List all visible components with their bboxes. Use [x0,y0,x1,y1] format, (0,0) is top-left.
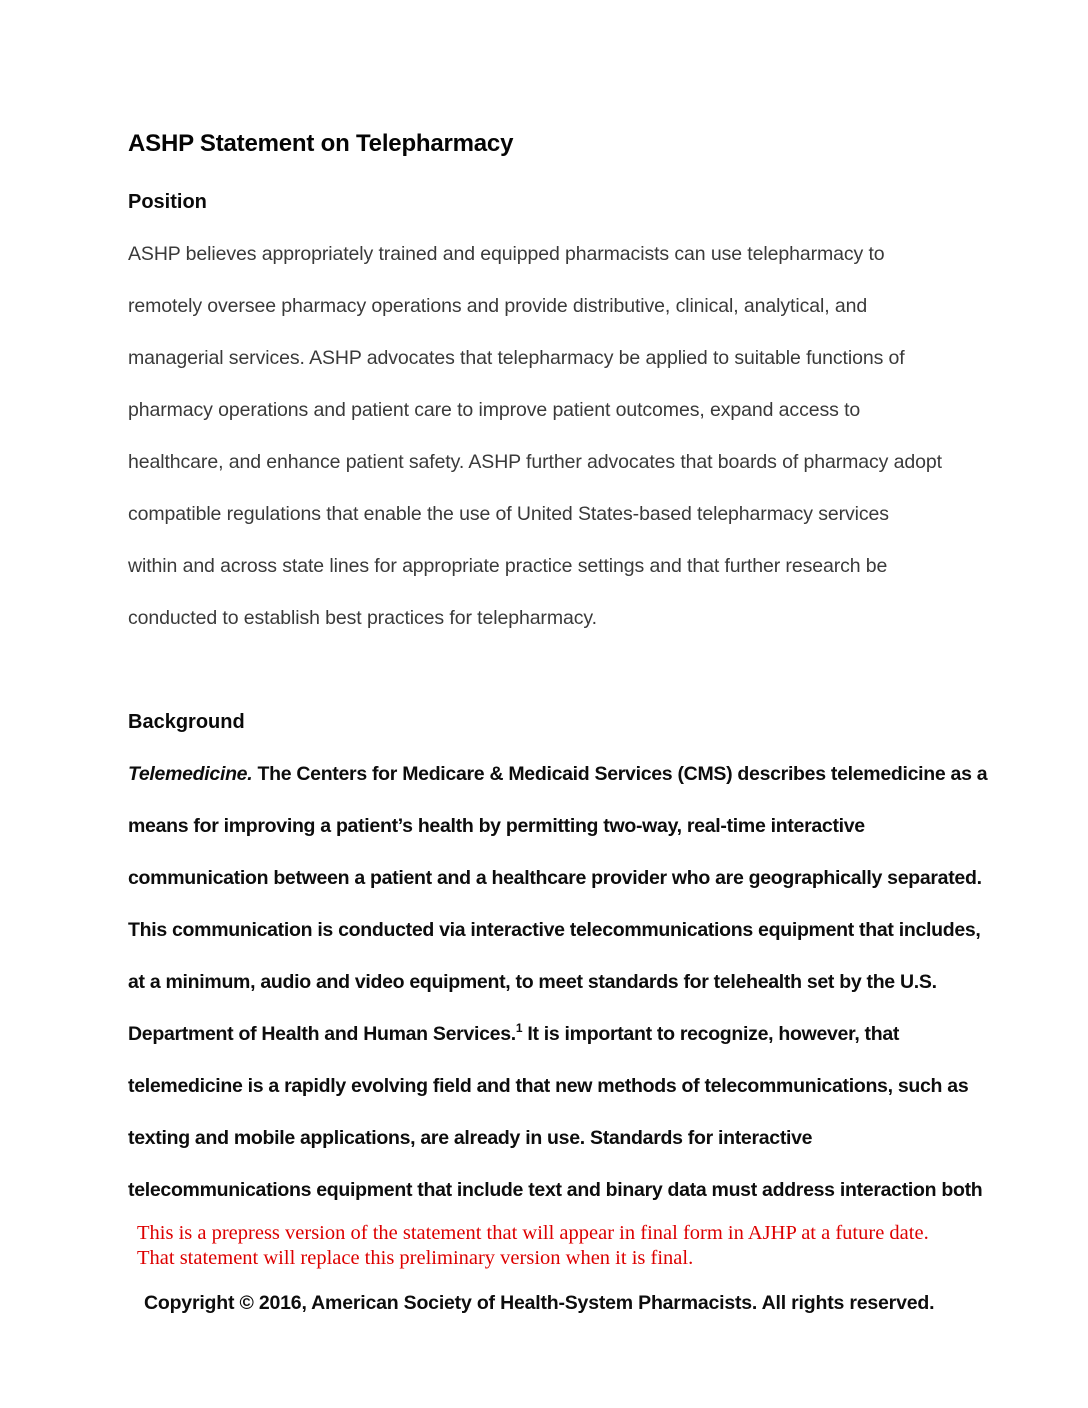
section-heading-background: Background [128,711,245,733]
text-segment: communication between a patient and a healthcare provider who are geographically separated. [128,867,982,889]
text-line [128,1112,987,1164]
text-line: pharmacy operations and patient care to improve patient outcomes, expand access to [128,399,861,421]
text-line [128,800,987,852]
lead-in-term: Telemedicine. [128,763,253,785]
footnote-superscript: 1 [515,1021,523,1035]
text-line [128,956,987,1008]
copyright-line: Copyright © 2016, American Society of Health-System Pharmacists. All rights reserved. [144,1292,935,1314]
text-line: healthcare, and enhance patient safety. ASHP further advocates that boards of pharmacy adopt [128,451,942,473]
text-line [128,852,987,904]
text-line [128,748,987,800]
position-paragraph [128,228,942,644]
text-line [128,904,987,956]
text-line: conducted to establish best practices for telepharmacy. [128,607,597,629]
text-segment: It is important to recognize, however, that [522,1023,900,1045]
text-segment: Department of Health and Human Services. [128,1023,516,1045]
text-segment: at a minimum, audio and video equipment, to meet standards for telehealth set by the U.S. [128,971,937,993]
text-segment: The Centers for Medicare & Medicaid Services (CMS) describes telemedicine as a [252,763,988,785]
document-title: ASHP Statement on Telepharmacy [128,130,514,157]
text-segment: telemedicine is a rapidly evolving field and that new methods of telecommunications, such as [128,1075,969,1097]
background-paragraph [128,748,987,1216]
text-segment: telecommunications equipment that include text and binary data must address interaction both [128,1179,983,1201]
text-line: That statement will replace this preliminary version when it is final. [137,1247,694,1269]
prepress-notice [137,1221,929,1271]
section-heading-position: Position [128,191,207,213]
text-line: remotely oversee pharmacy operations and provide distributive, clinical, analytical, and [128,295,868,317]
text-line [128,1060,987,1112]
text-line [128,1008,987,1060]
text-line: managerial services. ASHP advocates that telepharmacy be applied to suitable functions of [128,347,905,369]
text-line [128,1164,987,1216]
text-line: This is a prepress version of the statement that will appear in final form in AJHP at a future date. [137,1222,929,1244]
text-segment: means for improving a patient’s health by permitting two-way, real-time interactive [128,815,865,837]
text-line: within and across state lines for appropriate practice settings and that further research be [128,555,888,577]
text-segment: texting and mobile applications, are already in use. Standards for interactive [128,1127,813,1149]
text-line: ASHP believes appropriately trained and equipped pharmacists can use telepharmacy to [128,243,885,265]
text-segment: This communication is conducted via interactive telecommunications equipment that includes, [128,919,981,941]
text-line: compatible regulations that enable the use of United States-based telepharmacy services [128,503,889,525]
